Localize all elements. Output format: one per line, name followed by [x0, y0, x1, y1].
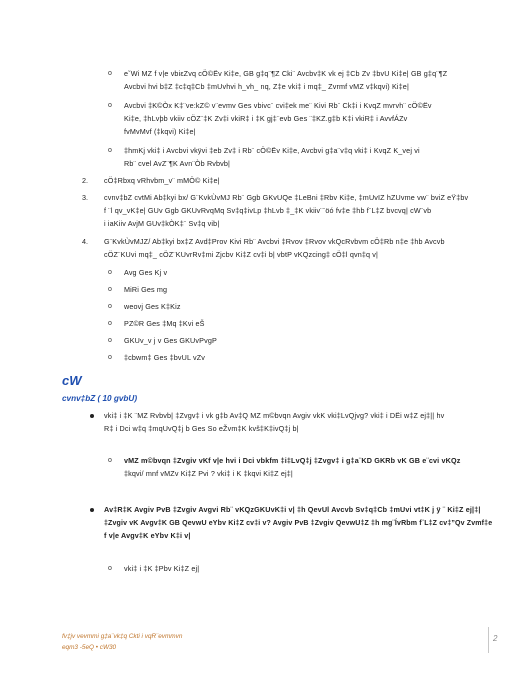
paragraph-line: Avcbvi ‡K©Òx K‡¨ve:kZ© v¨evmv Ges vbivc¨ cvi‡ek me¨ Kivi Rb¨ Ck‡i i KvqZ mvrvh¨ cÖ©Ëv [124, 101, 432, 110]
sub-bullet-marker: o [108, 102, 112, 109]
list-item: Avg Ges Kj v [124, 268, 168, 277]
sub-bullet-marker: o [108, 337, 112, 344]
list-number: 4. [82, 237, 88, 246]
list-item: PZ©R Ges ‡Mq ‡Kvi eŠ [124, 319, 205, 328]
list-item: MiRi Ges mg [124, 285, 168, 294]
page-number: 2 [493, 634, 498, 643]
footer-title: fv‡jv vevmmi g‡a¨vk‡q Ckti i vqR¨evmmvn [62, 633, 183, 640]
sub-bullet-marker: o [108, 320, 112, 327]
sub-bullet-marker: o [108, 269, 112, 276]
sub-bullet-marker: o [108, 354, 112, 361]
paragraph-line: cÖ‡Rbxq vRhvbm_v¨ mMÖ© Ki‡e| [104, 176, 220, 185]
paragraph-line: G¨KvkÙvMJZ/ Ab‡kyi bx‡Z Avd‡Prov Kivi Rb¨ Avcbvi ‡Rvov ‡Rvov vkQcRvbvm cÖ‡Rb n‡e ‡hb Avcvb [104, 237, 445, 246]
paragraph-line: Av‡R‡K Avgiv PvB ‡Zvgiv Avgvi Rb¨ vKQzGKUvK‡i v| ‡h QevUl Avcvb Sv‡q‡Cb ‡mUvi vt‡K j ÿ ¨ Ki‡Z ej|‡| [104, 505, 481, 514]
paragraph-line: cvnv‡bZ cvtMi Ab‡kyi bx/ G¨KvkÙvMJ Rb¨ Ggb GKvUQe ‡LeBni ‡Rbv Ki‡e, ‡mUvIZ hZUvme vw¨ bviZ eŸ‡bv [104, 193, 469, 202]
list-number: 3. [82, 193, 88, 202]
list-item: weovj Ges K‡Kiz [124, 302, 181, 311]
paragraph-line: ‡hmKj vki‡ i Avcbvi vkÿvi ‡eb Zv‡ i Rb¨ cÖ©Ëv Ki‡e, Avcbvi g‡a¨v‡q vki‡ i KvqZ K_vej vi [124, 146, 420, 155]
paragraph-line: vki‡ i ‡K ¨MZ Rvbvb| ‡Zvgv‡ i vk g‡b Av‡Q MZ m©bvqn Avgiv vkK vki‡LvQjvg? vki‡ i DËi w‡Z ej‡|| hv [104, 411, 445, 420]
paragraph-line: R‡ i Dci w‡q ‡mqUvQ‡j b Ges So eŽvm‡K kvš‡K‡ivQ‡j b| [104, 424, 299, 433]
paragraph-line: Ki‡e, ‡hLvþb vkiiv cÖZ¨‡K Zv‡i vkiR‡ i ‡K gj‡¨evb Ges ¨‡KZ.g‡b K‡i vkiR‡ i AvvfÁZv [124, 114, 408, 123]
bullet-dot [90, 414, 94, 418]
list-item: GKUv_v j v Ges GKUvPvgP [124, 336, 217, 345]
paragraph-line: Avcbvi hvi b‡Z ‡c‡q‡Cb ‡mUvhvi h_vh_ nq, Z‡e vki‡ i mq‡_ Zvrmf vMZ v‡kqvi) Ki‡e| [124, 82, 409, 91]
sub-bullet-marker: o [108, 147, 112, 154]
list-number: 2. [82, 176, 88, 185]
sub-bullet-marker: o [108, 70, 112, 77]
sub-bullet-marker: o [108, 457, 112, 464]
paragraph-line: eˇWi MZ f v|e vbiεZvq cÖ©Ëv Ki‡e, GB g‡q¨¶Z Cki¨ Avcbv‡K vk ej ‡Cb Zv ‡bvU Ki‡e| GB g‡q¨¶Z [124, 69, 448, 78]
sub-bullet-marker: o [108, 303, 112, 310]
bullet-dot [90, 508, 94, 512]
paragraph-line: vki‡ i ‡K ‡Pbv Ki‡Z ej| [124, 564, 200, 573]
paragraph-line: ‡Zvgiv vK Avgv‡K GB QevwU eYbv Ki‡Z cv‡i v? Avgiv PvB ‡Zvgiv QevwU‡Z ‡h mg¨ÍvRbm f¨L‡Z cv‡”Qv Zvmf‡e [104, 518, 493, 527]
list-item: ‡cbwm‡ Ges ‡bvUL vZv [124, 353, 206, 362]
footer-divider [488, 627, 489, 653]
paragraph-line: vMZ m©bvqn ‡Zvgiv vKf v|e hvi i Dci vbkfm ‡i‡LvQ‡j ‡Zvgv‡ i g‡a¨KD GKRb vK GB e¨cvi vKQz [124, 456, 461, 465]
subsection-heading: cvnv‡bZ ( 10 gvbU) [62, 394, 138, 403]
paragraph-line: f v|e Avgv‡K eYbv K‡i v| [104, 531, 191, 540]
paragraph-line: Rb¨ cvel AvZ¨¶K Avn¨Òb Rvbvb| [124, 159, 231, 168]
paragraph-line: f ¨l qv_vK‡e| GUv Ggb GKUvRvqMq Sv‡q‡ivLp ‡hLvb ‡_‡K vkiiv¨¨öó fv‡e ‡hb f¨L‡Z bvcvq| cW¨vb [104, 206, 432, 215]
paragraph-line: fvMvMvf (‡kqvi) Ki‡e| [124, 127, 196, 136]
sub-bullet-marker: o [108, 565, 112, 572]
paragraph-line: cÖZ¨KUvi mq‡_ cÖZ¨KUvrRv‡mi Zjcbv Ki‡Z cv‡i b| vbtP vKQzcing‡ cÖ‡l qvn‡q v| [104, 250, 379, 259]
section-heading: cW [62, 373, 82, 388]
paragraph-line: ‡kqvi/ mnf vMZv Ki‡Z Pvi ? vki‡ i K ‡kqvi Ki‡Z ej‡| [124, 469, 293, 478]
footer-subtitle: eqm3 -5eQ • cW30 [62, 644, 117, 651]
sub-bullet-marker: o [108, 286, 112, 293]
paragraph-line: i iaKiiv AvjM GUv‡kÒK‡¨ Sv‡q vib| [104, 219, 220, 228]
